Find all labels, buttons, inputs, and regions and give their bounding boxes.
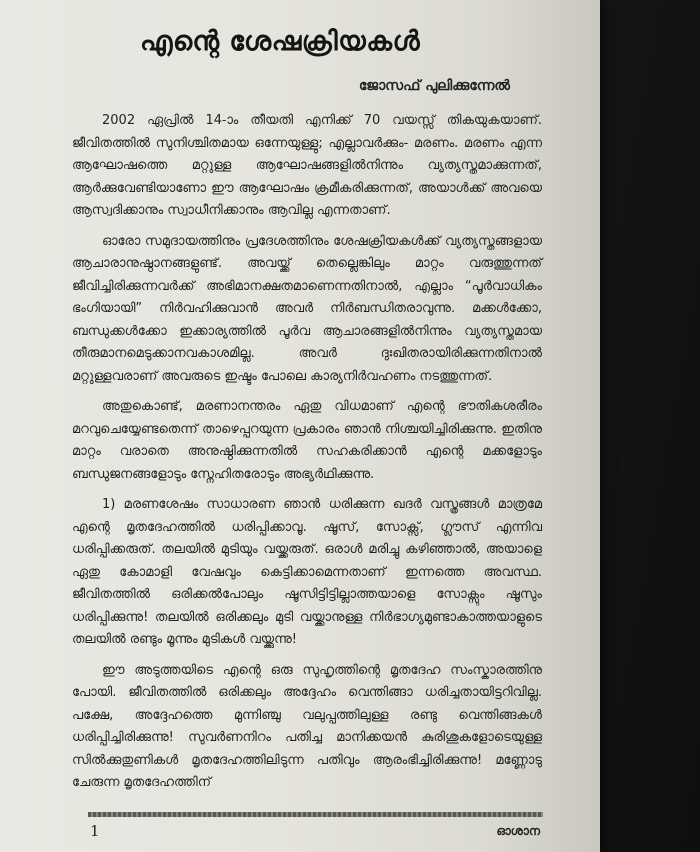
paragraph-2: ഓരോ സമുദായത്തിനും പ്രദേശത്തിനും ശേഷക്രിയകൾക്ക് വ്യത്യസ്തങ്ങളായ ആചാരാനുഷ്ഠാനങ്ങളുണ്ട്. അവയ്ക്ക് തെല്ലെങ്കിലും മാറ്റം വരുത്തുന്നത് ജീവിച്ചിരിക്കുന്നവർക്ക് അഭിമാനക്ഷതമാണെന്നതിനാൽ, എല്ലാം “പൂർവാധികം ഭംഗിയായി” നിർവഹിക്കുവാൻ അവർ നിർബന്ധിതരാവുന്നു. മക്കൾക്കോ, ബന്ധുക്കൾക്കോ ഇക്കാര്യത്തിൽ പൂർവ ആചാരങ്ങളിൽനിന്നും വ്യത്യസ്തമായ തീരുമാനമെടുക്കാനവകാശമില്ല. അവർ ദുഃഖിതരായിരിക്കുന്നതിനാൽ മറ്റുള്ളവരാണ് അവരുടെ ഇഷ്ടം പോലെ കാര്യനിർവഹണം നടത്തുന്നത്.	[72, 233, 542, 384]
paragraph-4: 1) മരണശേഷം സാധാരണ ഞാൻ ധരിക്കുന്ന ഖദർ വസ്ത്രങ്ങൾ മാത്രമേ എന്റെ മൃതദേഹത്തിൽ ധരിപ്പിക്കാവൂ. ഷൂസ്, സോക്സ്, ഗ്ലൗസ് എന്നിവ ധരിപ്പിക്കരുത്. തലയിൽ മുടിയും വയ്ക്കരുത്. ഒരാൾ മരിച്ചു കഴിഞ്ഞാൽ, അയാളെ ഏതു കോമാളി വേഷവും കെട്ടിക്കാമെന്നതാണ് ഇന്നത്തെ അവസ്ഥ. ജീവിതത്തിൽ ഒരിക്കൽപോലും ഷൂസിട്ടിട്ടില്ലാത്തയാളെ സോക്സും ഷൂസും ധരിപ്പിക്കുന്നു! തലയിൽ ഒരിക്കലും മുടി വയ്ക്കാനുള്ള നിർഭാഗ്യമുണ്ടാകാത്തയാളുടെ തലയിൽ രണ്ടും മൂന്നും മുടികൾ വയ്ക്കുന്നു!	[72, 497, 542, 647]
article-title: എന്റെ ശേഷക്രിയകൾ	[139, 26, 421, 57]
footer-divider	[88, 812, 543, 817]
page-number: 1	[90, 822, 100, 840]
paragraph-5: ഈ അടുത്തയിടെ എന്റെ ഒരു സുഹൃത്തിന്റെ മൃതദേഹ സംസ്കാരത്തിനു പോയി. ജീവിതത്തിൽ ഒരിക്കലും അദ്ദേഹം വെന്തിങ്ങാ ധരിച്ചതായിട്ടറിവില്ല. പക്ഷേ, അദ്ദേഹത്തെ മുന്നിഞ്ചു വലുപ്പത്തിലുള്ള രണ്ടു വെന്തിങ്ങകൾ ധരിപ്പിച്ചിരിക്കുന്നു! സുവർണനിറം പതിച്ച മാനിക്കയൻ കുരിശുകളോടെയുള്ള സിൽക്കുതുണികൾ മൃതദേഹത്തിലിടുന്ന പതിവും ആരംഭിച്ചിരിക്കുന്നു! മണ്ണോടു ചേരുന്ന മൃതദേഹത്തിന്	[72, 662, 542, 790]
publication-name: ഓശാന	[496, 824, 540, 838]
paragraph-1: 2002 ഏപ്രിൽ 14-ാം തീയതി എനിക്ക് 70 വയസ്സ് തികയുകയാണ്. ജീവിതത്തിൽ സുനിശ്ചിതമായ ഒന്നേയുള്ളു; എല്ലാവർക്കും- മരണം. മരണം എന്ന ആഘോഷത്തെ മറ്റുള്ള ആഘോഷങ്ങളിൽനിന്നും വ്യത്യസ്തമാക്കുന്നത്, ആർക്കുവേണ്ടിയാണോ ഈ ആഘോഷം ക്രമീകരിക്കുന്നത്, അയാൾക്ക് അവയെ ആസ്വദിക്കാനും സ്വാധീനിക്കാനും ആവില്ല എന്നതാണ്.	[72, 113, 542, 218]
article-body	[72, 110, 542, 803]
article-author: ജോസഫ് പുലിക്കുന്നേൽ	[358, 78, 510, 94]
paragraph-3: അതുകൊണ്ട്, മരണാനന്തരം ഏതു വിധമാണ് എന്റെ ഭൗതികശരീരം മറവുചെയ്യേണ്ടതെന്ന് താഴെപ്പറയുന്ന പ്രകാരം ഞാൻ നിശ്ചയിച്ചിരിക്കുന്നു. ഇതിനു മാറ്റം വരാതെ അനുഷ്ഠിക്കുന്നതിൽ സഹകരിക്കാൻ എന്റെ മക്കളോടും ബന്ധുജനങ്ങളോടും സ്നേഹിതരോടും അഭ്യർഥിക്കുന്നു.	[72, 399, 542, 482]
